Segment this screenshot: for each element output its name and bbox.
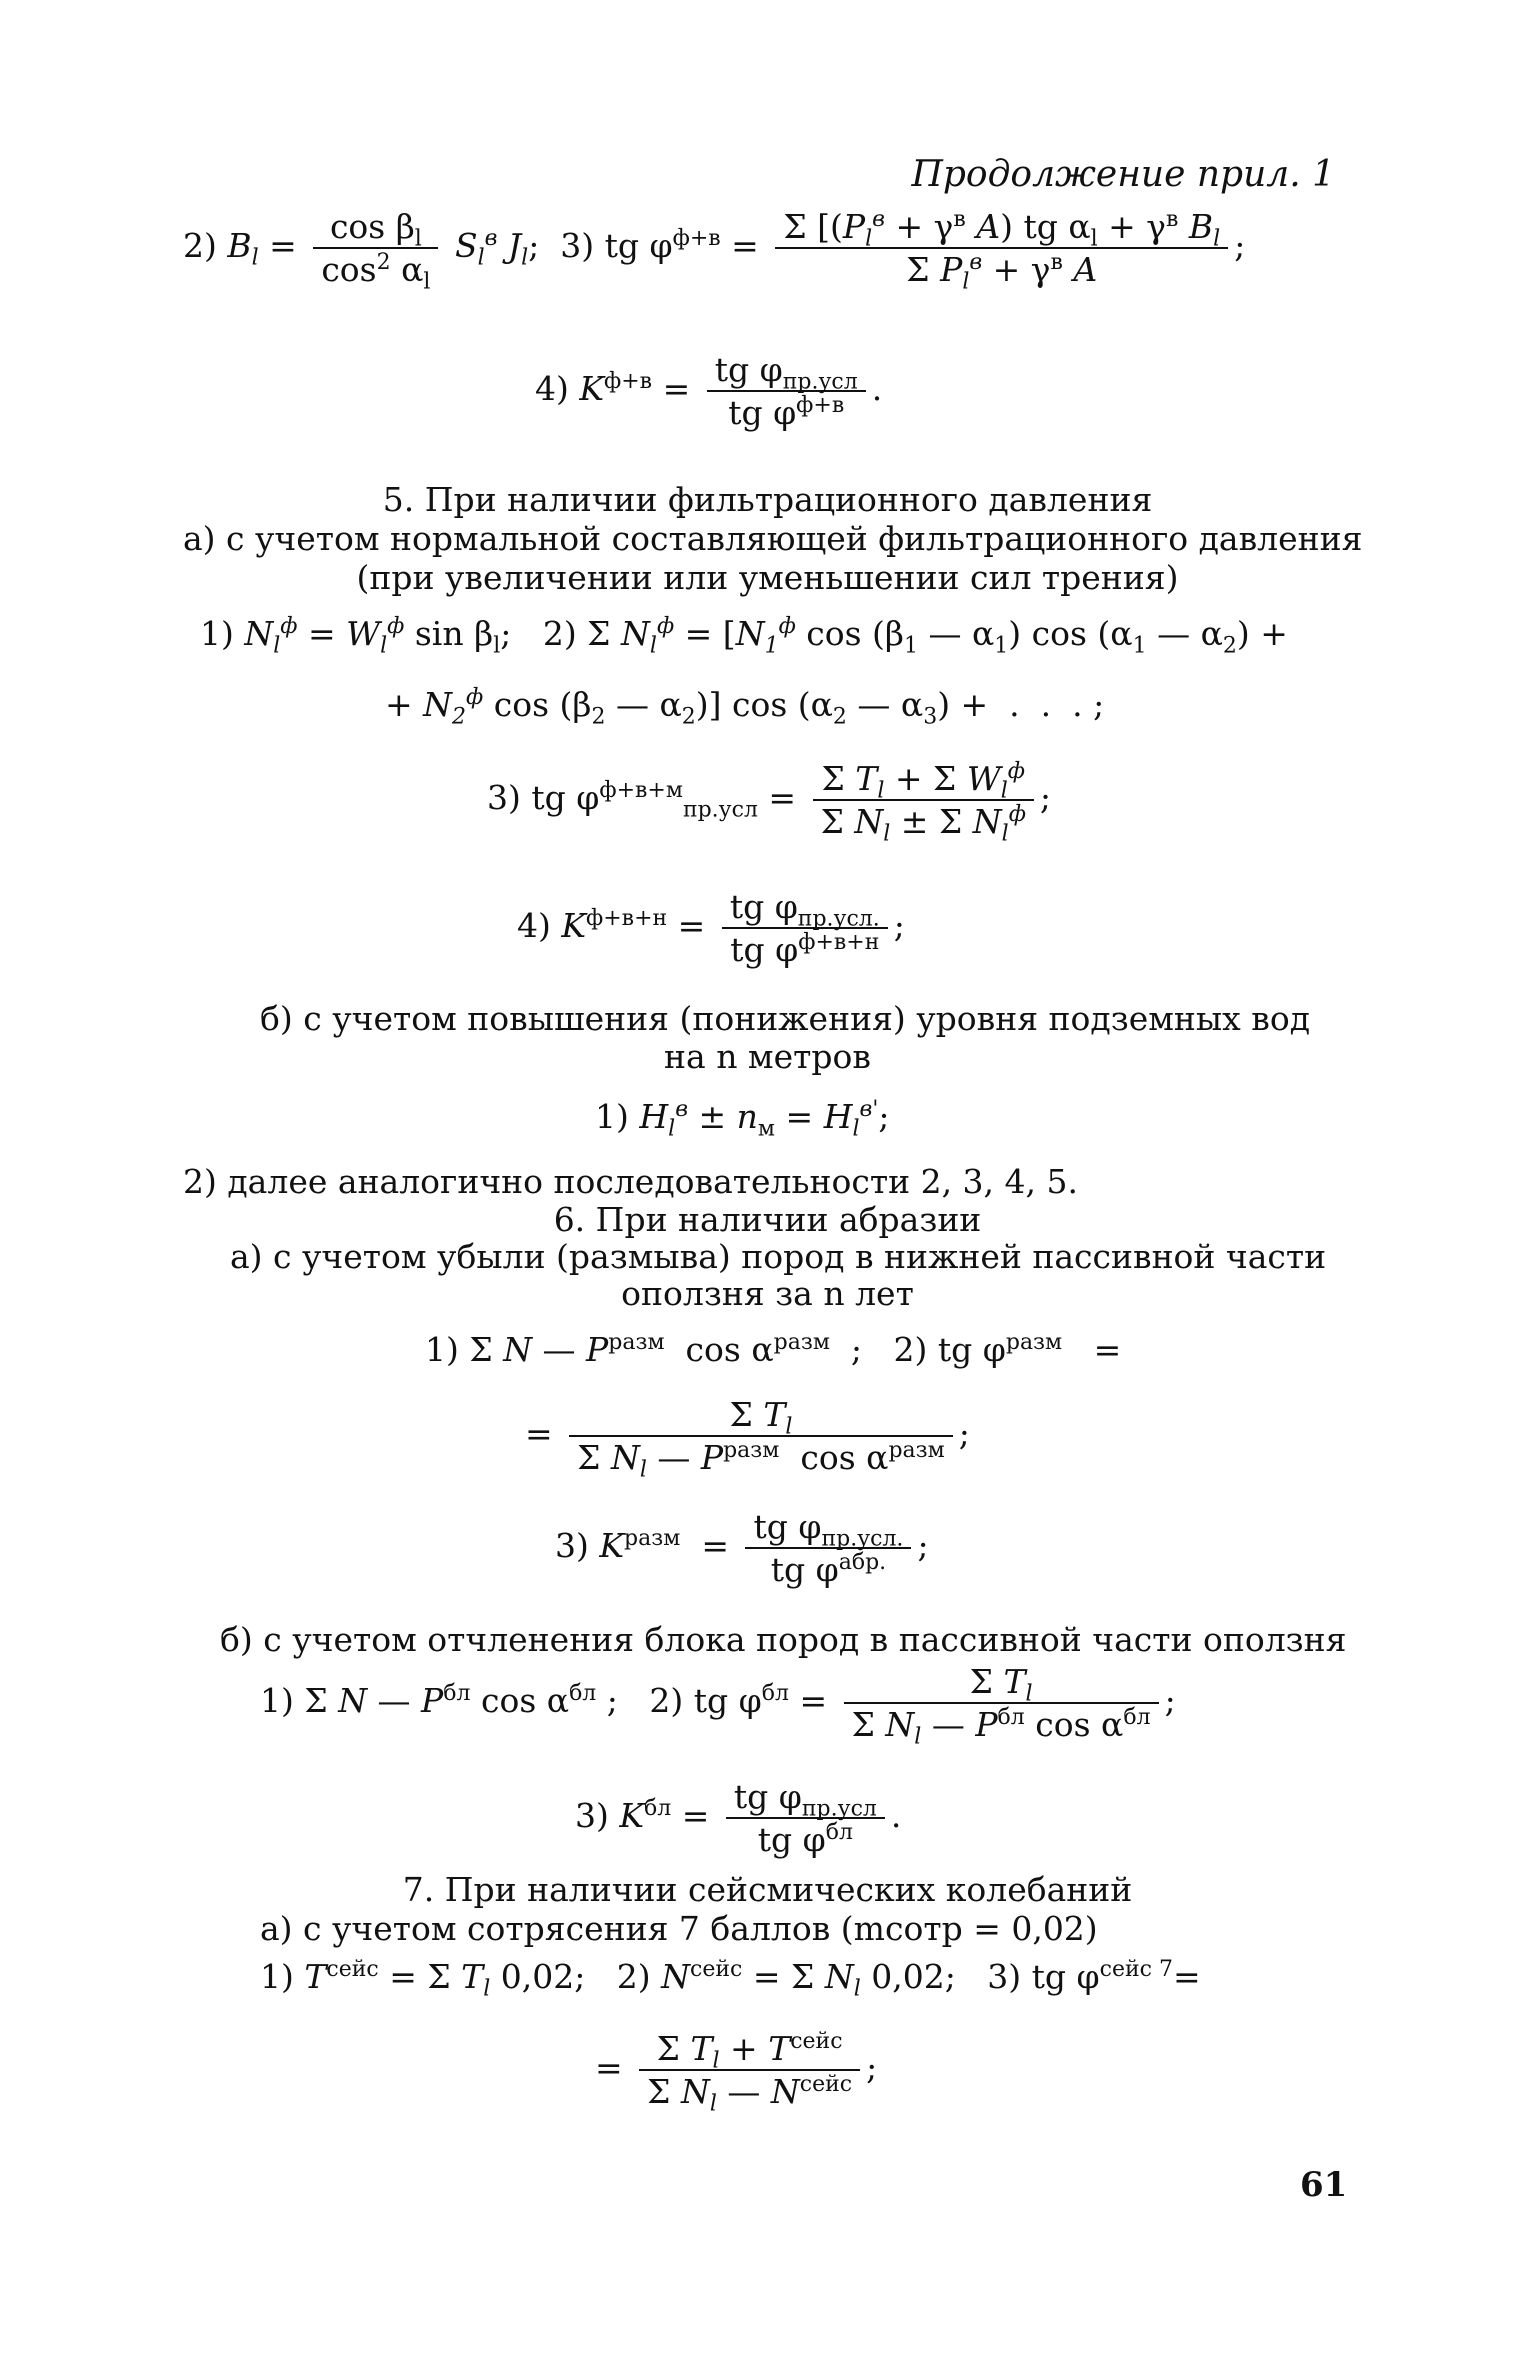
section-6a-text-2: оползня за n лет (621, 1274, 914, 1313)
formula-5a-1: 1) $N_l^ф = W_l^ф$ $\sin \beta_l$; 2) Σ $N_l^ф = [N_1^ф$ $\cos (\beta_1$ — $\alpha_1$) $\cos (\alpha_1$ — $\alpha_2$) + (200, 614, 1288, 659)
section-6b-text: б) с учетом отчленения блока пород в пассивной части оползня (220, 1620, 1347, 1659)
section-6-title: 6. При наличии абразии (553, 1200, 982, 1239)
formula-5a-3: 3) tg $\varphi^{ф+в+м}_{пр.усл}$ = Σ $T_l + \Sigma$ $W_l^ф$ Σ $N_l \pm \Sigma$ $N_l^ф$ ; (487, 759, 1052, 847)
formula-5a-2: + $N_2^ф$ $\cos (\beta_2$ — $\alpha_2$)] $\cos (\alpha_2$ — $\alpha_3$) + . . . ; (385, 685, 1105, 730)
formula-5a-4: 4) $K^{ф+в+н}$ = tg $\varphi_{пр.усл.}$ tg $\varphi^{ф+в+н}$ ; (517, 887, 905, 969)
formula-6a-3: 3) $K^{разм}$ = tg $\varphi_{пр.усл.}$ tg $\varphi^{абр.}$ ; (555, 1507, 929, 1589)
section-6a-text-1: а) с учетом убыли (размыва) пород в нижней пассивной части (230, 1237, 1327, 1276)
formula-6a-2: = Σ $T_l$ Σ $N_l$ — $P^{разм}$ $\cos \alpha^{разм}$ ; (525, 1395, 970, 1483)
section-5b-text-3: 2) далее аналогично последовательности 2, 3, 4, 5. (183, 1162, 1078, 1201)
formula-6b-1: 1) Σ N — $P^{бл}$ $\cos \alpha^{бл}$ ; 2) tg $\varphi^{бл}$ = Σ $T_l$ Σ $N_l$ — $P^{бл}$ $\cos \alpha^{бл}$ ; (260, 1662, 1176, 1750)
section-5-title: 5. При наличии фильтрационного давления (382, 480, 1153, 519)
section-5b-text-1: б) с учетом повышения (понижения) уровня подземных вод (260, 999, 1311, 1038)
section-5b-text-2: на n метров (664, 1037, 871, 1076)
formula-6b-3: 3) $K^{бл}$ = tg $\varphi_{пр.усл}$ tg $\varphi^{бл}$ . (575, 1777, 902, 1859)
formula-6a-1: 1) Σ N — $P^{разм}$ $\cos \alpha^{разм}$ ; 2) tg $\varphi^{разм}$ = (425, 1330, 1122, 1369)
section-5a-text-1: а) с учетом нормальной составляющей фильтрационного давления (183, 519, 1363, 558)
section-7-title: 7. При наличии сейсмических колебаний (402, 1870, 1133, 1909)
formula-line-2-3: 2) $B_l$ = $\frac{\cos \beta_l}{\cos^2 \alpha_l}$ $S_l^в$ $J_l$; 3) tg $\varphi^{ф+в}$ = Σ [($P_l^в + \gamma^в$ A) tg $\alpha_l + \gamma^в$ $B_l$ Σ $P_l^в + \gamma^в$ A ; (183, 207, 1246, 295)
section-5a-text-2: (при увеличении или уменьшении сил трения) (356, 558, 1179, 597)
formula-7a-2: = Σ $T_l + T^{сейс}$ Σ $N_l$ — $N^{сейс}$ ; (595, 2029, 878, 2117)
page-number: 61 (1300, 2165, 1348, 2205)
formula-7a-1: 1) $T^{сейс} = \Sigma$ $T_l$ 0,02; 2) $N^{сейс} = \Sigma$ $N_l$ 0,02; 3) tg $\varphi^{сейс 7}=$ (260, 1957, 1201, 2002)
section-7a-text: а) с учетом сотрясения 7 баллов (mсотр = 0,02) (260, 1909, 1098, 1948)
formula-5b-1: 1) $H_l^в \pm n_м = H_l^{в'}$; (595, 1097, 890, 1142)
formula-line-4: 4) $K^{ф+в}$ = tg $\varphi_{пр.усл}$ tg $\varphi^{ф+в}$ . (535, 350, 883, 432)
continuation-header: Продолжение прил. 1 (911, 154, 1335, 195)
